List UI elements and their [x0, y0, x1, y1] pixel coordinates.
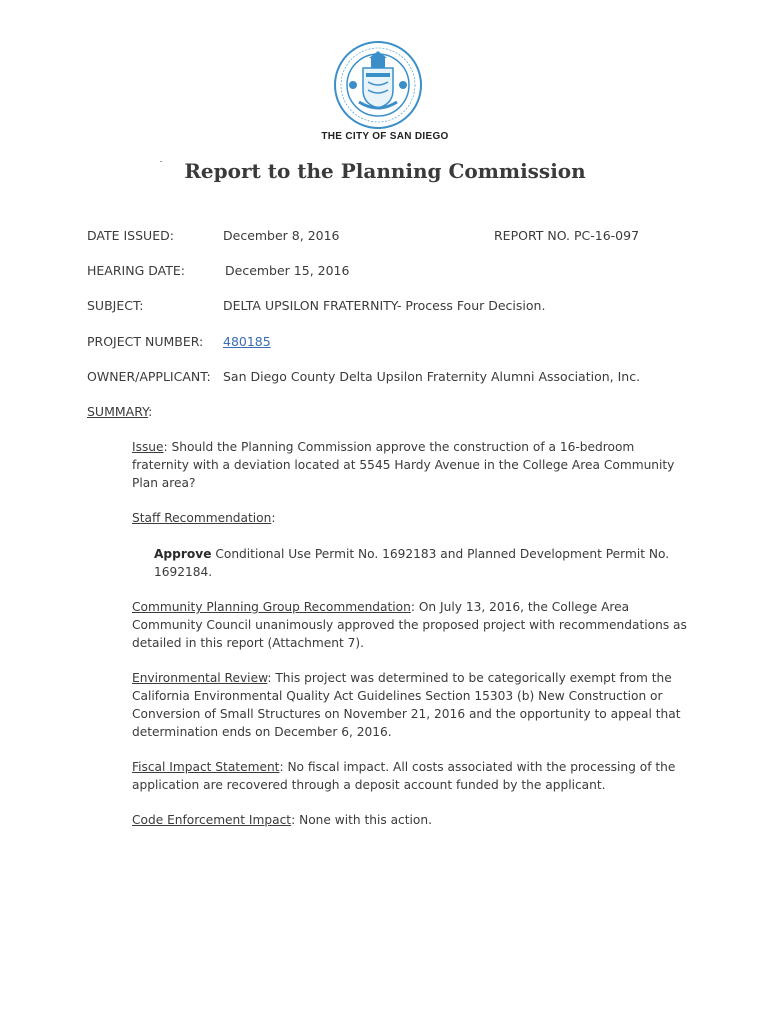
date-issued-label: DATE ISSUED:	[87, 228, 174, 243]
environmental-review-section: Environmental Review: This project was determined to be categorically exempt from the California Environmental Quality Act Guidelines Section 15303 (b) New Construction or Conversion of Small Structures on November 21, 2016 and the opportunity to appeal that determination ends on December 6, 2016.	[132, 671, 681, 739]
environmental-review-text: This project was determined to be categorically exempt from the California Environmental Quality Act Guidelines Section 15303 (b) New Construction or Conversion of Small Structures on November 21, 2016 and the opportunity to appeal that determination ends on December 6, 2016.	[132, 671, 681, 739]
subject-label: SUBJECT:	[87, 298, 144, 313]
environmental-review-label: Environmental Review	[132, 671, 268, 685]
issue-section: Issue: Should the Planning Commission approve the construction of a 16-bedroom fraternity with a deviation located at 5545 Hardy Avenue in the College Area Community Plan area?	[132, 440, 675, 490]
code-enforcement-text: None with this action.	[299, 813, 432, 827]
approve-label: Approve	[154, 547, 212, 561]
report-title: Report to the Planning Commission	[184, 159, 586, 183]
hearing-date-label: HEARING DATE:	[87, 263, 185, 278]
fiscal-impact-text: No fiscal impact. All costs associated with the processing of the application are recovered through a deposit account funded by the applicant.	[132, 760, 676, 792]
subject-value: DELTA UPSILON FRATERNITY- Process Four Decision.	[223, 298, 546, 313]
staff-recommendation-heading: Staff Recommendation:	[132, 511, 276, 525]
city-name: THE CITY OF SAN DIEGO	[321, 131, 449, 142]
code-enforcement-section: Code Enforcement Impact: None with this action.	[132, 813, 432, 827]
code-enforcement-label: Code Enforcement Impact	[132, 813, 292, 827]
staff-recommendation-section	[154, 545, 674, 581]
project-number-link[interactable]: 480185	[223, 334, 271, 349]
city-seal-icon	[333, 40, 423, 130]
scan-speck	[160, 161, 162, 162]
date-issued-value: December 8, 2016	[223, 228, 340, 243]
fiscal-impact-label: Fiscal Impact Statement	[132, 760, 280, 774]
owner-applicant-label: OWNER/APPLICANT:	[87, 369, 211, 384]
summary-heading: SUMMARY:	[87, 404, 153, 419]
community-planning-label: Community Planning Group Recommendation	[132, 600, 411, 614]
owner-applicant-value: San Diego County Delta Upsilon Fraternity Alumni Association, Inc.	[223, 369, 641, 384]
community-planning-section: Community Planning Group Recommendation: On July 13, 2016, the College Area Community Council unanimously approved the proposed project with recommendations as detailed in this report (Attachment 7).	[132, 600, 687, 650]
community-planning-text: On July 13, 2016, the College Area Community Council unanimously approved the proposed project with recommendations as detailed in this report (Attachment 7).	[132, 600, 687, 650]
staff-recommendation-text: Conditional Use Permit No. 1692183 and Planned Development Permit No. 1692184.	[154, 547, 670, 579]
report-number: REPORT NO. PC-16-097	[494, 228, 640, 243]
issue-text: Should the Planning Commission approve the construction of a 16-bedroom fraternity with a deviation located at 5545 Hardy Avenue in the College Area Community Plan area?	[132, 440, 675, 490]
fiscal-impact-section: Fiscal Impact Statement: No fiscal impact. All costs associated with the processing of the application are recovered through a deposit account funded by the applicant.	[132, 760, 676, 792]
issue-label: Issue	[132, 440, 164, 454]
hearing-date-value: December 15, 2016	[225, 263, 350, 278]
project-number-label: PROJECT NUMBER:	[87, 334, 204, 349]
